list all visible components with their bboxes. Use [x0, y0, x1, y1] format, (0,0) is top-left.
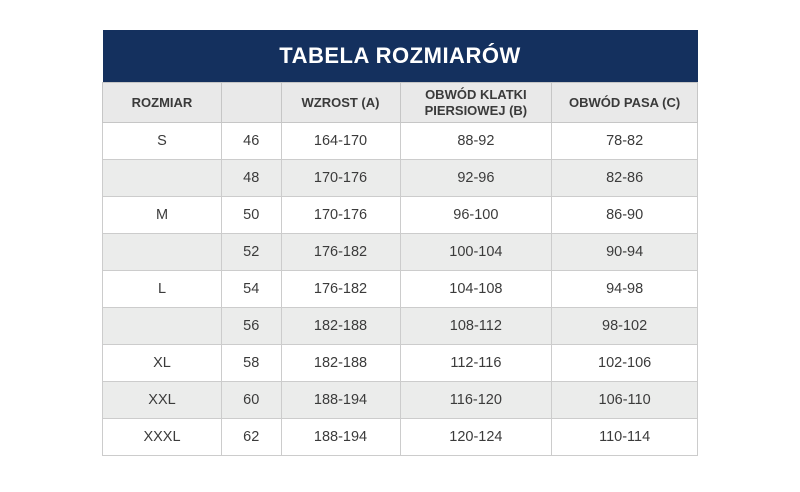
size-table: [102, 30, 698, 456]
cell-obwod-pasa: 94-98: [552, 271, 698, 308]
cell-obwod-klatki: 112-116: [400, 345, 552, 382]
cell-wzrost: 176-182: [281, 271, 400, 308]
cell-obwod-pasa: 110-114: [552, 419, 698, 456]
cell-rozmiar: M: [103, 197, 222, 234]
table-row: [103, 234, 698, 271]
cell-rozmiar: L: [103, 271, 222, 308]
cell-wzrost: 188-194: [281, 382, 400, 419]
cell-obwod-pasa: 106-110: [552, 382, 698, 419]
header-row: [103, 83, 698, 123]
cell-obwod-pasa: 102-106: [552, 345, 698, 382]
table-row: [103, 197, 698, 234]
cell-obwod-pasa: 78-82: [552, 123, 698, 160]
cell-obwod-klatki: 104-108: [400, 271, 552, 308]
column-header-rozmiar: ROZMIAR: [103, 83, 222, 123]
cell-size-number: 54: [222, 271, 282, 308]
table-row: [103, 345, 698, 382]
column-header-obwod-pasa: OBWÓD PASA (C): [552, 83, 698, 123]
cell-size-number: 58: [222, 345, 282, 382]
cell-obwod-pasa: 86-90: [552, 197, 698, 234]
column-header-obwod-klatki: OBWÓD KLATKI PIERSIOWEJ (B): [400, 83, 552, 123]
cell-rozmiar: [103, 234, 222, 271]
column-header-size-number: [222, 83, 282, 123]
table-row: [103, 308, 698, 345]
cell-rozmiar: [103, 160, 222, 197]
cell-wzrost: 170-176: [281, 160, 400, 197]
cell-obwod-pasa: 98-102: [552, 308, 698, 345]
cell-rozmiar: XXL: [103, 382, 222, 419]
cell-obwod-klatki: 92-96: [400, 160, 552, 197]
cell-size-number: 46: [222, 123, 282, 160]
table-title: TABELA ROZMIARÓW: [103, 30, 698, 83]
table-row: [103, 123, 698, 160]
cell-wzrost: 176-182: [281, 234, 400, 271]
column-header-wzrost: WZROST (A): [281, 83, 400, 123]
cell-obwod-klatki: 108-112: [400, 308, 552, 345]
cell-wzrost: 170-176: [281, 197, 400, 234]
cell-size-number: 62: [222, 419, 282, 456]
cell-size-number: 48: [222, 160, 282, 197]
cell-wzrost: 182-188: [281, 345, 400, 382]
cell-obwod-pasa: 82-86: [552, 160, 698, 197]
cell-obwod-klatki: 96-100: [400, 197, 552, 234]
table-row: [103, 382, 698, 419]
cell-rozmiar: [103, 308, 222, 345]
table-row: [103, 419, 698, 456]
cell-obwod-klatki: 120-124: [400, 419, 552, 456]
cell-rozmiar: XL: [103, 345, 222, 382]
cell-wzrost: 182-188: [281, 308, 400, 345]
cell-obwod-klatki: 88-92: [400, 123, 552, 160]
cell-size-number: 56: [222, 308, 282, 345]
cell-size-number: 50: [222, 197, 282, 234]
cell-wzrost: 188-194: [281, 419, 400, 456]
cell-size-number: 52: [222, 234, 282, 271]
table-row: [103, 160, 698, 197]
cell-obwod-klatki: 116-120: [400, 382, 552, 419]
cell-rozmiar: S: [103, 123, 222, 160]
cell-obwod-klatki: 100-104: [400, 234, 552, 271]
table-row: [103, 271, 698, 308]
cell-rozmiar: XXXL: [103, 419, 222, 456]
title-row: [103, 30, 698, 83]
cell-wzrost: 164-170: [281, 123, 400, 160]
cell-size-number: 60: [222, 382, 282, 419]
cell-obwod-pasa: 90-94: [552, 234, 698, 271]
